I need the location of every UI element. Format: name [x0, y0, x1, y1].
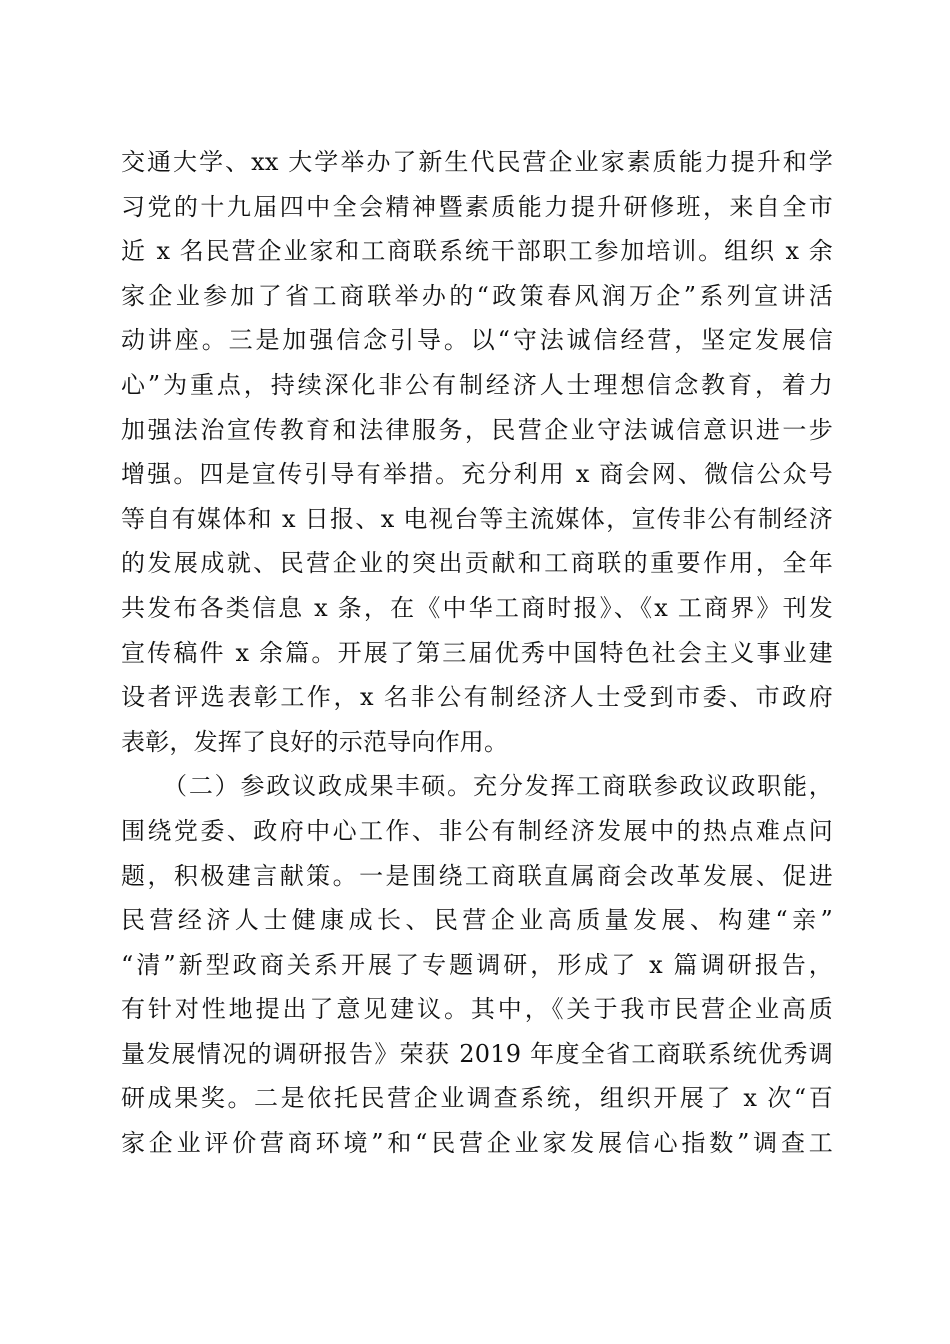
- text-line: “清”新型政商关系开展了专题调研，形成了 x 篇调研报告，: [121, 950, 833, 979]
- text-line: 等自有媒体和 x 日报、x 电视台等主流媒体，宣传非公有制经济: [121, 504, 833, 533]
- text-line: 家企业参加了省工商联举办的“政策春风润万企”系列宣讲活: [121, 281, 833, 310]
- text-line: 近 x 名民营企业家和工商联系统干部职工参加培训。组织 x 余: [121, 237, 833, 266]
- text-line: 交通大学、xx 大学举办了新生代民营企业家素质能力提升和学: [121, 148, 833, 176]
- text-line: 习党的十九届四中全会精神暨素质能力提升研修班，来自全市: [121, 192, 833, 221]
- text-line: 民营经济人士健康成长、民营企业高质量发展、构建“亲”: [121, 906, 833, 935]
- text-line: 表彰，发挥了良好的示范导向作用。: [121, 727, 509, 756]
- text-line: 家企业评价营商环境”和“民营企业家发展信心指数”调查工: [121, 1129, 833, 1158]
- text-line: 加强法治宣传教育和法律服务，民营企业守法诚信意识进一步: [121, 415, 833, 444]
- text-line: 设者评选表彰工作，x 名非公有制经济人士受到市委、市政府: [121, 683, 833, 712]
- text-line: 题，积极建言献策。一是围绕工商联直属商会改革发展、促进: [121, 861, 833, 890]
- text-line: 研成果奖。二是依托民营企业调查系统，组织开展了 x 次“百: [121, 1084, 833, 1113]
- text-line: 宣传稿件 x 余篇。开展了第三届优秀中国特色社会主义事业建: [121, 638, 833, 667]
- body-text: [121, 140, 833, 1166]
- section-heading-line: （二）参政议政成果丰硕。充分发挥工商联参政议政职能，: [163, 772, 833, 801]
- text-line: 有针对性地提出了意见建议。其中，《关于我市民营企业高质: [121, 995, 833, 1024]
- text-line: 量发展情况的调研报告》荣获 2019 年度全省工商联系统优秀调: [121, 1039, 833, 1068]
- text-line: 增强。四是宣传引导有举措。充分利用 x 商会网、微信公众号: [121, 460, 833, 489]
- text-line: 心”为重点，持续深化非公有制经济人士理想信念教育，着力: [121, 370, 833, 399]
- text-line: 围绕党委、政府中心工作、非公有制经济发展中的热点难点问: [121, 816, 833, 845]
- text-line: 的发展成就、民营企业的突出贡献和工商联的重要作用，全年: [121, 549, 833, 578]
- text-line: 共发布各类信息 x 条，在《中华工商时报》、《x 工商界》刊发: [121, 593, 833, 622]
- text-line: 动讲座。三是加强信念引导。以“守法诚信经营，坚定发展信: [121, 326, 833, 355]
